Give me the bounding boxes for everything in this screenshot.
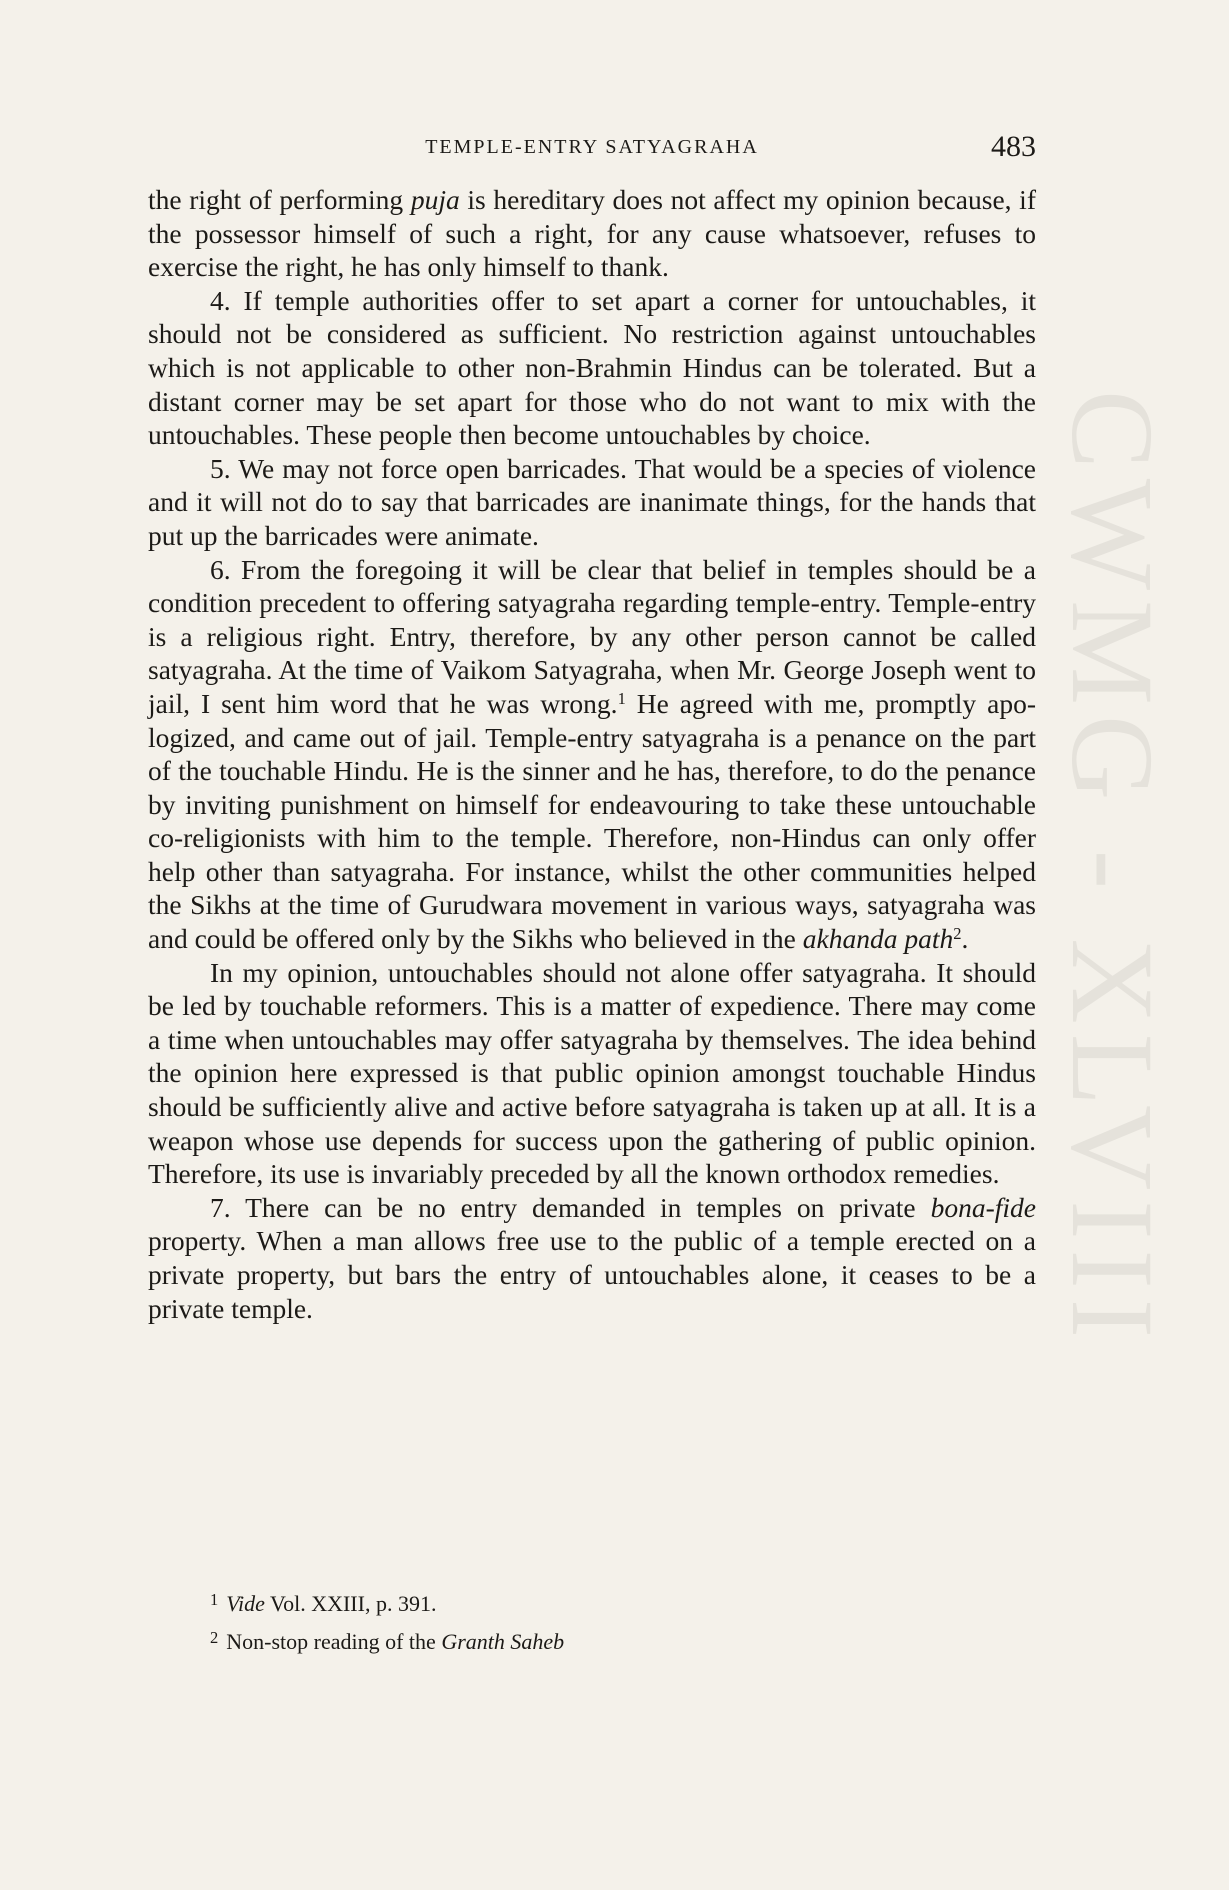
text-run: Non-stop reading of the [226,1628,442,1654]
footnote-reference: 1 [617,688,626,708]
paragraph [148,1191,1036,1325]
footnote-reference: 2 [953,924,962,943]
body-text [148,183,1036,1325]
text-run: 6. From the foregoing it will be clear that belief in temples should be a condition precedent to offering satyagraha regarding temple-entry. Temple-entry is a religious right. Entry, therefore, by any other person cannot be called satyagraha. At the time of Vaikom Satyagraha, when Mr. George Joseph went to jail, I sent him word that he was wrong. [148,553,1036,719]
italic-text: puja [410,184,460,215]
page-number: 483 [991,130,1036,163]
footnote-mark: 2 [210,1627,219,1647]
paragraph [148,553,1036,956]
italic-text: Vide [226,1590,265,1616]
running-head: TEMPLE-ENTRY SATYAGRAHA [425,136,759,158]
text-run: 5. We may not force open barricades. That would be a species of violence and it will not do to say that barricades are inanimate things, for the hands that put up the barricades were animate. [148,452,1036,551]
text-run: He agreed with me, promptly apologized, and came out of jail. Temple-entry satyagraha is a penance on the part of the touchable Hindu. He is the sinner and he has, therefore, to do the penance by inviting punishment on himself for endeavouring to take these untouchable co-religionists with him to the temple. Therefore, non-Hindus can only offer help other than satyagraha. For instance, whilst the other communities helped the Sikhs at the time of Gurudwara movement in various ways, satyagraha was and could be offered only by the Sikhs who believed in the [148,687,1036,955]
paragraph [148,183,1036,284]
watermark [1040,390,1190,1490]
footnote [210,1583,910,1621]
watermark-text: CWMG - XLVIII [1047,390,1178,1349]
text-run: Vol. XXIII, p. 391. [264,1590,437,1616]
text-run: In my opinion, untouchables should not alone offer satyagraha. It should be led by touchable reformers. This is a matter of expedience. There may come a time when untouchables may offer satyagraha by themselves. The idea behind the opinion here expressed is that public opinion amongst touchable Hindus should be sufficiently alive and active before satyagraha is taken up at all. It is a weapon whose use depends for success upon the gathering of public opinion. Therefore, its use is invariably preceded by all the known orthodox remedies. [148,956,1036,1190]
text-run: . [961,923,969,955]
footnote [210,1621,910,1659]
footnotes [210,1583,910,1659]
text-run: property. When a man allows free use to the public of a temple erected on a private property, but bars the entry of untouchables alone, it ceases to be a private temple. [148,1225,1036,1324]
paragraph [148,956,1036,1191]
italic-text: akhanda path [802,923,954,955]
italic-text: bona-fide [930,1191,1036,1223]
text-run: 4. If temple authorities offer to set apart a corner for untouchables, it should not be considered as sufficient. No restriction against untouchables which is not applicable to other non-Brahmin Hindus can be tolerated. But a distant corner may be set apart for those who do not want to mix with the untouchables. These people then become untouchables by choice. [148,284,1036,451]
italic-text: Granth Saheb [441,1628,565,1654]
paragraph [148,284,1036,452]
page-header [148,130,1036,176]
footnote-mark: 1 [210,1590,219,1609]
text-run: is hereditary does not affect my opinion because, if the possessor himself of such a right, for any cause whatsoever, refuses to exercise the right, he has only himself to thank. [148,184,1036,283]
paragraph [148,452,1036,553]
text-run: 7. There can be no entry demanded in temples on private [210,1191,931,1223]
text-run: the right of performing [148,184,411,215]
